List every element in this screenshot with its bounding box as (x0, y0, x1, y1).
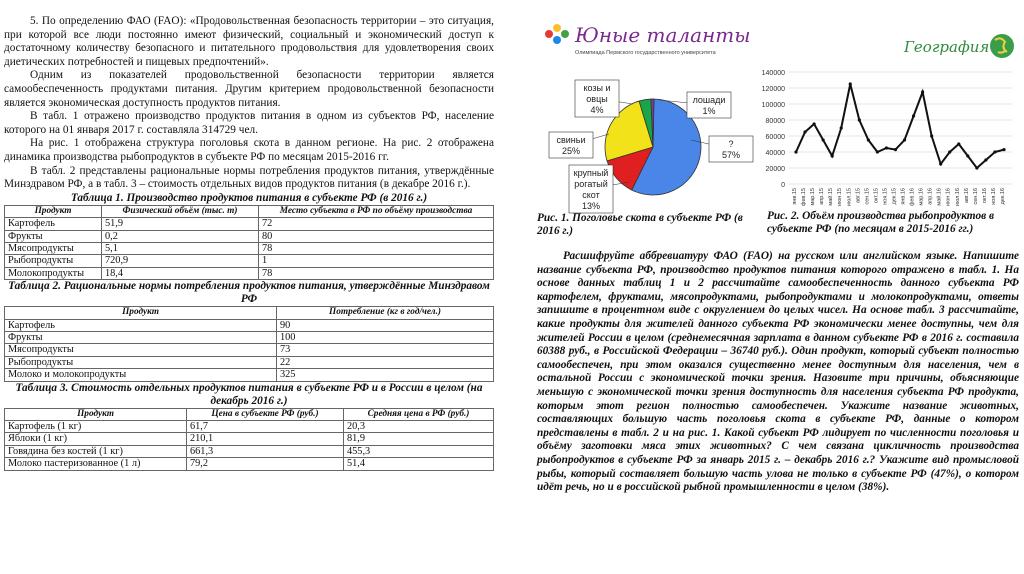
geography-logo (902, 26, 1017, 66)
pie-label: 57% (721, 150, 741, 160)
table-cell: 73 (277, 344, 494, 356)
data-point (867, 138, 870, 141)
table-cell: 1 (259, 255, 494, 267)
x-tick-label: сен.16 (972, 188, 979, 205)
table-cell: 51,9 (102, 218, 259, 230)
series-line (796, 84, 1004, 168)
table-header-row (5, 205, 494, 217)
table-cell: Картофель (1 кг) (5, 421, 187, 433)
x-tick-label: апр.15 (819, 188, 826, 205)
x-tick-label: июл.15 (846, 188, 853, 206)
x-tick-label: сен.15 (864, 188, 871, 205)
x-tick-label: окт.16 (981, 188, 988, 204)
table-cell: 61,7 (187, 421, 344, 433)
table-cell: Говядина без костей (1 кг) (5, 445, 187, 457)
olympiad-logo (535, 18, 750, 63)
table-cell: 20,3 (344, 421, 494, 433)
data-point (930, 134, 933, 137)
x-tick-label: дек.15 (891, 188, 898, 205)
data-point (831, 154, 834, 157)
y-tick-label: 40000 (765, 150, 785, 157)
table-cell: Мясопродукты (5, 344, 277, 356)
data-point (1002, 148, 1005, 151)
table-row (5, 344, 494, 356)
pie-label: 1% (702, 106, 716, 116)
pie-label: 25% (561, 146, 581, 156)
table-cell: 661,3 (187, 445, 344, 457)
pie-label: 4% (590, 105, 604, 115)
table-cell: Фрукты (5, 331, 277, 343)
data-point (822, 138, 825, 141)
table-cell: Молоко и молокопродукты (5, 369, 277, 381)
data-point (849, 82, 852, 85)
data-point (912, 114, 915, 117)
table-cell: Фрукты (5, 230, 102, 242)
table-cell: 720,9 (102, 255, 259, 267)
table-cell: Молоко пастеризованное (1 л) (5, 458, 187, 470)
table-cell: Молокопродукты (5, 267, 102, 279)
table-cell: 81,9 (344, 433, 494, 445)
y-tick-label: 140000 (761, 70, 785, 77)
data-point (993, 150, 996, 153)
paragraph-table1-intro: В табл. 1 отражено производство продуктов питания в одном из субъектов РФ, население которого на 01 января 2017 г. составляла 314729 чел. (4, 110, 494, 136)
table-row (5, 319, 494, 331)
table-cell: Рыбопродукты (5, 356, 277, 368)
table-header-cell: Место субъекта в РФ по объёму производства (259, 205, 494, 217)
x-tick-label: май.16 (936, 188, 943, 206)
data-point (794, 150, 797, 153)
table-header-cell: Цена в субъекте РФ (руб.) (187, 408, 344, 420)
table-row (5, 267, 494, 279)
data-point (948, 150, 951, 153)
x-tick-label: апр.16 (927, 188, 934, 205)
pie-label: рогатый (574, 179, 608, 189)
table2-caption: Таблица 2. Рациональные нормы потребления продуктов питания, утверждённые Минздравом РФ (8, 280, 490, 306)
y-tick-label: 60000 (765, 134, 785, 141)
table-cell: 210,1 (187, 433, 344, 445)
table-header-cell: Продукт (5, 205, 102, 217)
table-row (5, 458, 494, 470)
data-point (812, 122, 815, 125)
livestock-pie-chart (517, 64, 741, 224)
table-header-cell: Физический объём (тыс. т) (102, 205, 259, 217)
table-row (5, 433, 494, 445)
x-tick-label: июн.15 (837, 188, 844, 206)
x-tick-label: авг.16 (963, 188, 970, 203)
figure1-caption: Рис. 1. Поголовье скота в субъекте РФ (в 2016 г.) (537, 212, 743, 237)
table-header-cell: Потребление (кг в год/чел.) (277, 307, 494, 319)
data-point (885, 146, 888, 149)
x-tick-label: фев.16 (909, 188, 916, 207)
data-point (984, 158, 987, 161)
paragraph-indicators: Одним из показателей продовольственной безопасности территории является самообеспеченность продуктами питания. Другим критерием продовольственной безопасности является экономическая доступность продуктов питания. (4, 69, 494, 109)
pie-label: 13% (581, 201, 601, 211)
data-point (966, 154, 969, 157)
table-row (5, 230, 494, 242)
data-point (903, 138, 906, 141)
x-tick-label: янв.16 (900, 188, 907, 205)
table-header-cell: Продукт (5, 307, 277, 319)
table-header-row (5, 307, 494, 319)
table-cell: 51,4 (344, 458, 494, 470)
fish-production-line-chart (754, 64, 1019, 224)
figure2-caption: Рис. 2. Объём производства рыбопродуктов в субъекте РФ (по месяцам в 2015-2016 гг.) (767, 210, 995, 235)
palette-icon (545, 24, 569, 44)
x-tick-label: окт.15 (873, 188, 880, 204)
paragraph-figures-intro: На рис. 1 отображена структура поголовья скота в данном регионе. На рис. 2 отображена динамика производства рыбопродуктов в субъекте РФ по месяцам 2015-2016 гг. (4, 137, 494, 163)
x-tick-label: фев.15 (801, 188, 808, 207)
table-cell: 79,2 (187, 458, 344, 470)
data-point (921, 90, 924, 93)
table-cell: 325 (277, 369, 494, 381)
x-tick-label: ноя.15 (882, 188, 889, 205)
table-cell: 78 (259, 242, 494, 254)
table3 (4, 408, 494, 471)
data-point (894, 148, 897, 151)
table1 (4, 205, 494, 280)
pie-label: свиньи (556, 135, 586, 145)
table-cell: Рыбопродукты (5, 255, 102, 267)
table-row (5, 421, 494, 433)
table-cell: 18,4 (102, 267, 259, 279)
x-tick-label: май.15 (828, 188, 835, 206)
task-text: Расшифруйте аббревиатуру ФАО (FAO) на русском или английском языке. Напишите название субъекта РФ, производство продуктов питания которого отражено в табл. 1. На основе данных таблиц 1 и 2 рассчитайте самообеспеченность данного субъекта РФ картофелем, фруктами, мясопродуктами, рыбопродуктами и молокопродуктами, ответы запишите в процентном виде с округлением до целых чисел. На основе табл. 3 рассчитайте, какие продукты для жителей данного субъекта РФ экономически менее доступны, чем для жителей России в целом (среднемесячная зарплата в данном субъекте РФ в 2016 г. составила 60388 руб., в Российской Федерации – 36740 руб.). Один продукт, который субъект полностью самообеспечен, при этом оказался существенно менее доступным для населения, чем в остальной России с экономической точки зрения. Назовите три причины, объясняющие меньшую с экономической точки зрения доступность для населения субъекта РФ продукта, которым этот регион полностью самообеспечен. Укажите название животных, составляющих большую часть поголовья скота в субъекте РФ, данные о котором представлены в табл. 2 и на рис. 1. Какой субъект РФ лидирует по численности поголовья и объёму заготовки мяса этих животных? С чем связана цикличность производства рыбопродуктов в субъекте РФ за январь 2015 г. – декабрь 2016 г.? Укажите вид промысловой рыбы, который составляет большую часть улова не только в субъекте РФ (47%), о котором идёт речь, но и в российской рыбной промышленности в целом (38%). (537, 250, 1019, 494)
x-tick-label: дек.16 (1000, 188, 1006, 205)
table-header-row (5, 408, 494, 420)
y-tick-label: 120000 (761, 86, 785, 93)
data-point (939, 162, 942, 165)
paragraph-tables-intro: В табл. 2 представлены рациональные нормы потребления продуктов питания, утверждённые Минздравом РФ, а в табл. 3 – стоимость отдельных видов продуктов питания (в декабре 2016 г.). (4, 164, 494, 191)
x-tick-label: июл.16 (954, 188, 961, 206)
table-row (5, 331, 494, 343)
x-tick-label: янв.15 (792, 188, 798, 205)
y-tick-label: 0 (781, 182, 785, 189)
table-cell: 0,2 (102, 230, 259, 242)
table-cell: 455,3 (344, 445, 494, 457)
table-cell: 72 (259, 218, 494, 230)
data-point (957, 142, 960, 145)
table-header-cell: Продукт (5, 408, 187, 420)
data-point (858, 118, 861, 121)
pie-label: лошади (692, 95, 726, 105)
table-cell: Картофель (5, 218, 102, 230)
data-point (840, 126, 843, 129)
table-row (5, 445, 494, 457)
left-page (4, 15, 494, 471)
table-cell: 90 (277, 319, 494, 331)
table-row (5, 356, 494, 368)
table-cell: 22 (277, 356, 494, 368)
x-tick-label: авг.15 (855, 188, 862, 203)
pie-label: крупный (573, 168, 609, 178)
table-cell: 78 (259, 267, 494, 279)
x-tick-label: мар.16 (918, 188, 925, 206)
table-cell: Яблоки (1 кг) (5, 433, 187, 445)
globe-icon (990, 34, 1014, 58)
table3-caption: Таблица 3. Стоимость отдельных продуктов питания в субъекте РФ и в России в целом (на декабрь 2016 г.) (15, 381, 483, 407)
table-row (5, 369, 494, 381)
data-point (876, 150, 879, 153)
data-point (975, 166, 978, 169)
logo-subtitle: Олимпиада Пермского государственного университета (575, 50, 716, 56)
table-cell: 80 (259, 230, 494, 242)
logo-title: Юные таланты (575, 23, 751, 47)
x-tick-label: ноя.16 (990, 188, 997, 205)
table-cell: Мясопродукты (5, 242, 102, 254)
pie-label: скот (582, 190, 600, 200)
table-cell: 100 (277, 331, 494, 343)
table-cell: 5,1 (102, 242, 259, 254)
table-cell: Картофель (5, 319, 277, 331)
paragraph-fao-definition: 5. По определению ФАО (FAO): «Продовольственная безопасность территории – это ситуация, при которой все люди постоянно имеют физический, социальный и экономический доступ к достаточному количеству безопасного и питательного продовольствия для удовлетворения своих диетических потребностей и пищевых предпочтений». (4, 15, 494, 68)
table-row (5, 255, 494, 267)
data-point (803, 130, 806, 133)
pie-label: козы и (583, 83, 611, 93)
geography-logo-text: География (904, 38, 990, 56)
y-tick-label: 100000 (761, 102, 785, 109)
pie-label: ? (728, 139, 734, 149)
table1-caption: Таблица 1. Производство продуктов питания в субъекте РФ (в 2016 г.) (70, 191, 428, 204)
table-row (5, 218, 494, 230)
x-tick-label: июн.16 (945, 188, 952, 206)
x-tick-label: мар.15 (810, 188, 817, 206)
table-row (5, 242, 494, 254)
table2 (4, 306, 494, 381)
pie-label: овцы (586, 94, 608, 104)
y-tick-label: 20000 (765, 166, 785, 173)
table-header-cell: Средняя цена в РФ (руб.) (344, 408, 494, 420)
y-tick-label: 80000 (765, 118, 785, 125)
